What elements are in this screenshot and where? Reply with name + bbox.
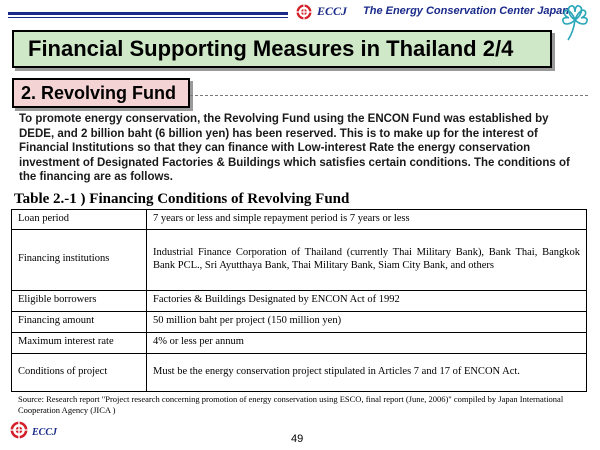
header-rule [8, 12, 288, 15]
header-org-name: The Energy Conservation Center Japan [363, 5, 569, 17]
table-row [12, 311, 587, 332]
row-label: Eligible borrowers [12, 290, 147, 311]
row-label: Financing amount [12, 311, 147, 332]
title-box [12, 30, 552, 68]
footer-org-abbrev: ECCJ [32, 427, 58, 438]
row-value: Must be the energy conservation project stipulated in Articles 7 and 17 of ENCON Act. [147, 353, 587, 391]
row-value: Factories & Buildings Designated by ENCON Act of 1992 [147, 290, 587, 311]
table-row [12, 332, 587, 353]
page-title: Financial Supporting Measures in Thailand 2/4 [28, 36, 514, 61]
row-label: Loan period [12, 210, 147, 230]
page-number: 49 [291, 433, 304, 445]
financing-conditions-table [11, 209, 587, 392]
clover-icon [558, 2, 592, 42]
section-heading: 2. Revolving Fund [21, 83, 177, 103]
table-row [12, 210, 587, 230]
footer-eccj-logo-icon [10, 421, 28, 439]
row-label: Financing institutions [12, 229, 147, 290]
row-value: 50 million baht per project (150 million yen) [147, 311, 587, 332]
row-label: Conditions of project [12, 353, 147, 391]
eccj-logo-icon [296, 4, 312, 20]
row-value: Industrial Finance Corporation of Thailand (currently Thai Military Bank), Bank Thai, Bangkok Bank PCL., Sri Ayutthaya Bank, Thai Military Bank, Siam City Bank, and others [147, 229, 587, 290]
section-rule [190, 95, 588, 97]
row-value: 4% or less per annum [147, 332, 587, 353]
section-heading-box [12, 78, 190, 108]
table-row [12, 229, 587, 290]
row-label: Maximum interest rate [12, 332, 147, 353]
table-row [12, 290, 587, 311]
header-org-abbrev: ECCJ [317, 4, 348, 18]
table-title: Table 2.-1 ) Financing Conditions of Revolving Fund [14, 191, 350, 207]
row-value: 7 years or less and simple repayment period is 7 years or less [147, 210, 587, 230]
header-rule-thin [8, 17, 288, 18]
intro-paragraph: To promote energy conservation, the Revolving Fund using the ENCON Fund was established by DEDE, and 2 billion baht (6 billion yen) has been reserved. This is to make up for the interest of Financial Institutions so that they can finance with Low-interest Rate the energy conservation investment of Designated Factories & Buildings which satisfies certain conditions. The conditions of the financing are as follows. [19, 113, 570, 183]
table-row [12, 353, 587, 391]
source-note: Source: Research report "Project research concerning promotion of energy conservation using ESCO, final report (June, 2006)" compiled by Japan International Cooperation Agency (JICA ) [18, 394, 564, 415]
